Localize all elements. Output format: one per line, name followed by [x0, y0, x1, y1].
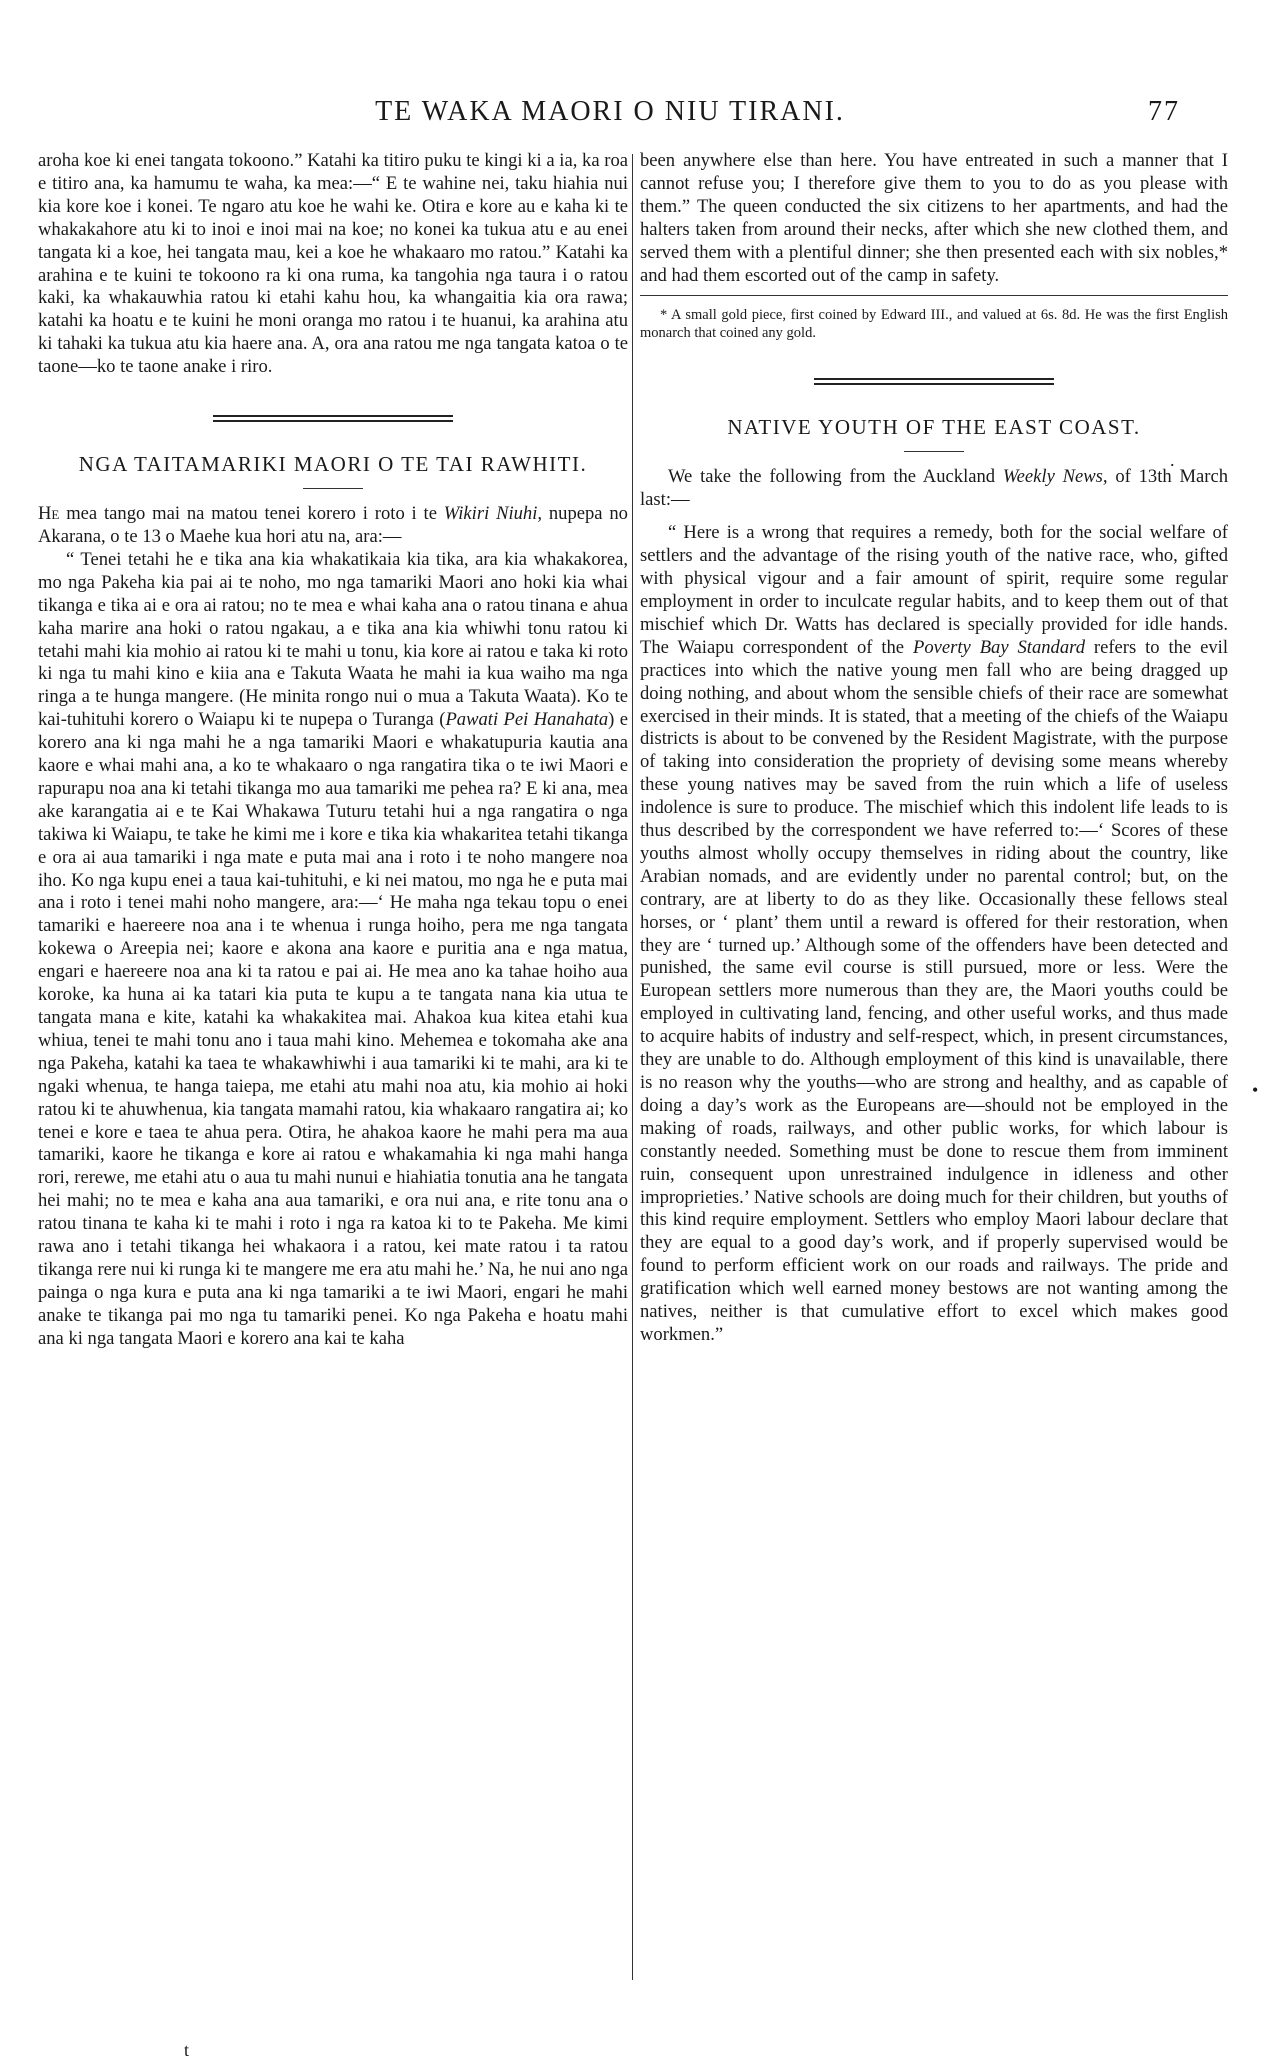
newspaper-name: Weekly News,	[1002, 466, 1108, 488]
left-intro-text-a: mea tango mai na matou tenei korero i roto i te	[59, 503, 444, 525]
right-intro-text-b: of 13th March last:—	[640, 466, 1228, 511]
newspaper-name: Pawati Pei Hanahata	[445, 709, 609, 731]
newspaper-name: Poverty Bay Standard	[912, 636, 1085, 658]
left-continuation-paragraph: aroha koe ki enei tangata tokoono.” Katahi ka titiro puku te kingi ki a ia, ka roa e titiro ana, ka hamumu te waha, ka mea:—“ E te wahine nei, taku hiahia nui kia kore koe i konei. Te ngaro atu koe he wahi ke. Otira e kore au e kaha ki te whakakahore atu ki to inoi e inoi mai na koe; no konei ka tukua atu e au enei tangata ki a koe, hei tangata mau, kei a koe he whakaaro mo ratou.” Katahi ka arahina e te kuini te tokoono ra ki ona ruma, ka tangohia nga taura i o ratou kaki, ka whakauwhia ratou ki etahi kahu hou, ka whangaitia kia ora rawa; katahi ka hoatu e te kuini he moni oranga mo ratou i te huanui, ka arahina atu ki tahaki ka tukua atu kia haere ana. A, ora ana ratou me nga tangata katoa o te taone—ko te taone anake i riro.	[38, 150, 628, 378]
running-head	[40, 92, 1180, 132]
left-body-text-a: “ Tenei tetahi he e tika ana kia whakatikaia kia tika, ara kia whakakorea, mo nga Pakeha kia pai ai te noho, mo nga tamariki Maori ano hoki kia whai tikanga e tika ai e ora ai ratou; no te mea e whai kaha ana o ratou tinana e ahua kaha marire ana hoki o ratou ngakau, a e tika ana kia whiwhi tonu ratou ki tetahi mahi kia mohio ai ratou ki te mahi u tonu, kia kore ai ratou e taka ki roto ki nga tu mahi kino e kiia ana e Takuta Waata he mahi ia kua waiho ma nga ringa a te hunga mangere. (He minita rongo nui o mua a Takuta Waata). Ko te kai-tuhituhi korero o Waiapu ki te nupepa o Turanga (	[38, 548, 628, 731]
right-body-paragraph	[640, 522, 1228, 1347]
left-body-text-b: ) e korero ana ki nga mahi he a nga tamariki Maori e whakatupuria kautia ana kaore e whai mahi ana, a ko te whakaaro o nga rangatira tika o te iwi Maori e rapurapu noa ana ki tetahi tikanga mo aua tamariki me pehea ra? E ki ana, mea ake karangatia ai e te Kai Whakawa Tuturu tetahi hui a nga rangatira o nga takiwa ki Waiapu, te take he kimi me i kore e tika kia whakaritea tetahi tikanga e ora ai aua tamariki i nga mate e puta mai ana i roto i te noho mangere noa iho. Ko nga kupu enei a taua kai-tuhituhi, e ki nei matou, mo nga he e puta mai ana i roto i tenei mahi noho mangere, ara:—‘ He maha nga tekau topu o enei tamariki e haereere noa ana i te whenua i runga hoiho, pera me nga tangata kokewa o Areepia nei; kaore e akona ana kaore e puritia ana e nga matua, engari e haereere noa ana ki ta ratou e pai ai. He mea ano ka tahae hoiho aua koroke, ka huna ai ka tatari kia puta te kupu a te tangata nana kia utua te tangata mana e kite, katahi ka whakakitea mai. Ahakoa kua kitea etahi kua whiua, tenei te mahi tonu ano i taua mahi kino. Mehemea e tokomaha ake ana nga Pakeha, katahi ka taea te whakawhiwhi i aua tamariki ki te mahi, ara ki te ngaki whenua, te hanga taiepa, me etahi atu mahi noa atu, kia mohio ai hoki ratou ki te ahuwhenua, kia tangata mamahi ratou, kia whakaaro rangatira ai; ko tenei e kore e taea te ahua pera. Otira, he ahakoa kaore he mahi pera ma aua tamariki, kaore he tikanga e kore ai ratou e whakamahia ki nga mahi hanga rori, rerewe, me etahi atu o aua tu mahi nunui e hiahiatia tonutia ana he tangata hei mahi; no te mea e kaha ana aua tamariki, e ora nui ana, e rite tonu ana o ratou tinana te kaha ki te mahi i roto i nga ra katoa ki to te Pakeha. Me kimi rawa ano i tetahi tikanga hei whakaora i a ratou, kei mate ratou i ta ratou tikanga rere nui ki runga ki te mangere me era atu mahi he.’ Na, he nui ano nga painga o nga kura e puta ana ki nga tamariki a te iwi Maori, engari he mahi anake te tikanga pai mo nga tu tamariki penei. Ko nga Pakeha e hoatu mahi ana ki nga tangata Maori e korero ana kai te kaha	[38, 709, 629, 1349]
right-intro-paragraph	[640, 466, 1228, 512]
column-divider	[632, 154, 633, 1980]
publication-title: TE WAKA MAORI O NIU TIRANI.	[375, 96, 845, 127]
heading-rule	[904, 451, 964, 452]
page-number: 77	[1148, 96, 1180, 127]
section-double-rule	[213, 415, 453, 422]
print-mark-margin: •	[1252, 1080, 1259, 1100]
footnote-rule	[640, 295, 1228, 296]
right-article-heading: NATIVE YOUTH OF THE EAST COAST.	[727, 415, 1141, 440]
newspaper-name: Wikiri Niuhi,	[443, 503, 543, 525]
section-double-rule	[814, 378, 1054, 385]
right-intro-text-a: We take the following from the Auckland	[668, 466, 1003, 488]
right-continuation-paragraph: been anywhere else than here. You have entreated in such a manner that I cannot refuse you; I therefore give them to you to do as you please with them.” The queen conducted the six citizens to her apartments, and had the halters taken from around their necks, after which she new clothed them, and served them with a plentiful dinner; she then presented each with six nobles,* and had them escorted out of the camp in safety.	[640, 150, 1228, 286]
print-mark-dot: .	[1170, 450, 1175, 470]
left-intro-paragraph	[38, 503, 628, 549]
footnote: * A small gold piece, first coined by Edward III., and valued at 6s. 8d. He was the first English monarch that coined any gold.	[640, 307, 1228, 342]
right-column	[640, 150, 1228, 1347]
print-mark-bottom: t	[184, 2040, 190, 2060]
right-body-text-b: refers to the evil practices into which the native young men fall who are being dragged up doing nothing, and about whom the sensible chiefs of their race are somewhat exercised in their minds. It is stated, that a meeting of the chiefs of the Waiapu districts is about to be convened by the Resident Magistrate, with the purpose of taking into consideration the propriety of devising some means whereby these young natives may be saved from the ruin which a life of useless indolence is sure to produce. The mischief which this indolent life leads to is thus described by the correspondent we have referred to:—‘ Scores of these youths almost wholly occupy themselves in riding about the country, like Arabian nomads, and are evidently under no parental control; but, on the contrary, are at liberty to do as they like. Occasionally these fellows steal horses, or ‘ plant’ them until a reward is offered for their restoration, when they are ‘ turned up.’ Although some of the offenders have been detected and punished, the same evil course is still pursued, more or less. Were the European settlers more numerous than they are, the Maori youths could be employed in cultivating land, fencing, and other useful works, and thus made to acquire habits of industry and self-respect, which, in present circumstances, they are unable to do. Although employment of this kind is unavailable, there is no reason why the youths—who are strong and healthy, and as capable of doing a day’s work as the Europeans are—should not be employed in the making of roads, railways, and other public works, for which labour is constantly needed. Something must be done to rescue them from imminent ruin, consequent upon unrestrained indulgence in idleness and other improprieties.’ Native schools are doing much for their children, but youths of this kind require employment. Settlers who employ Maori labour declare that they are equal to a good day’s work, and if properly supervised would be found to perform efficient work on our roads and railways. The pride and gratification which well earned money bestows are not wanting among the natives, neither is that cumulative effort to excel which makes good workmen.”	[640, 636, 1228, 1345]
heading-rule	[303, 488, 363, 489]
dropcap-word: He	[38, 503, 60, 525]
left-column	[38, 150, 628, 1351]
left-body-paragraph	[38, 549, 628, 1351]
right-body-text-a: “ Here is a wrong that requires a remedy, both for the social welfare of settlers and the advantage of the rising youth of the native race, who, gifted with physical vigour and a fair amount of spirit, require some regular employment in order to inculcate regular habits, and to keep them out of that mischief which Dr. Watts has declared is specially provided for idle hands. The Waiapu correspondent of the	[640, 522, 1228, 658]
left-article-heading: NGA TAITAMARIKI MAORI O TE TAI RAWHITI.	[78, 452, 588, 477]
left-intro-text-b: nupepa no Akarana, o te 13 o Maehe kua hori atu na, ara:—	[38, 503, 628, 547]
